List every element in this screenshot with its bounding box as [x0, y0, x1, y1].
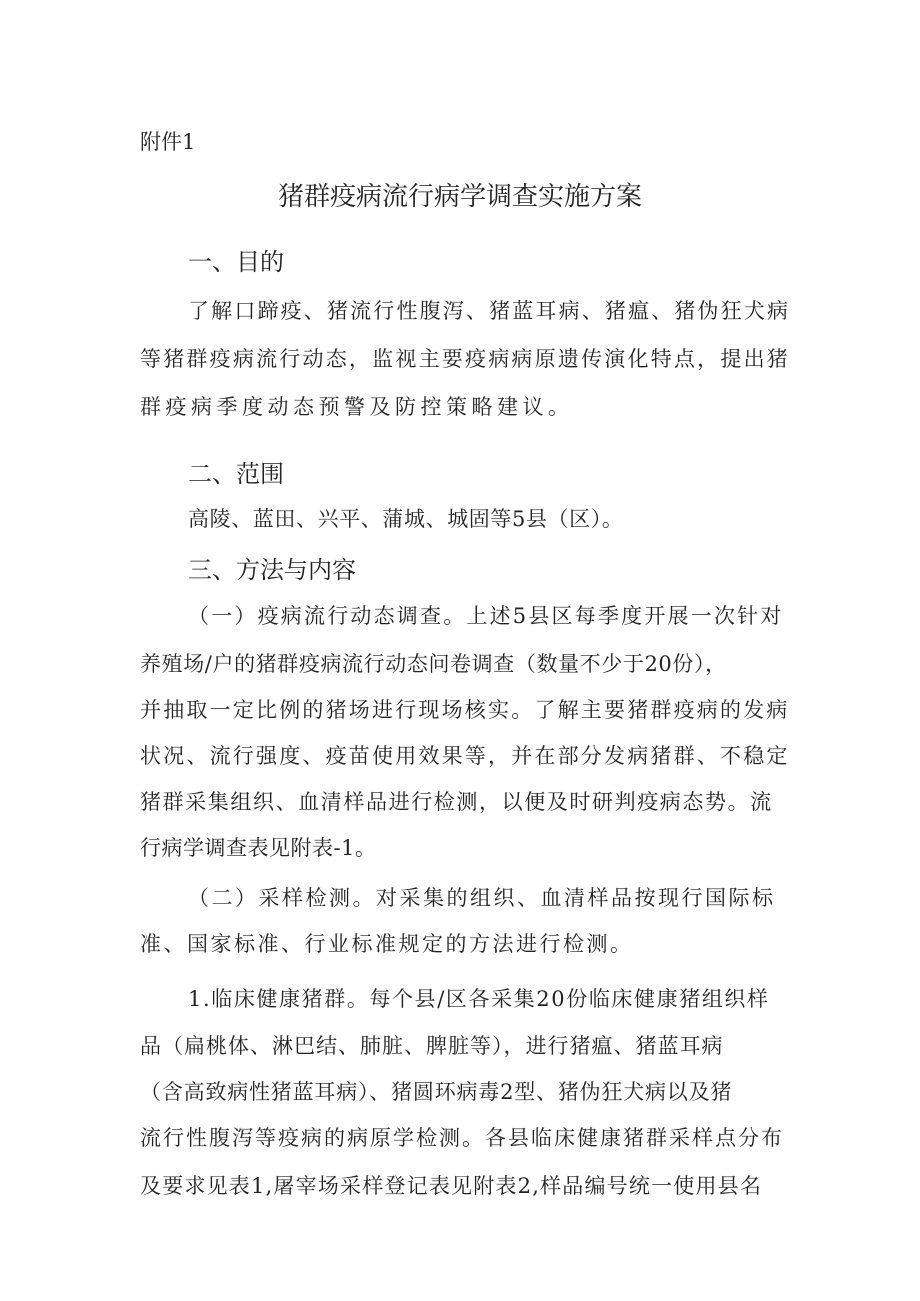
method-para1-line-1: （一）疫病流行动态调查。上述5县区每季度开展一次针对 [188, 604, 784, 628]
method-para2-line-2: 准、国家标准、行业标准规定的方法进行检测。 [140, 932, 634, 956]
document-title: 猪群疫病流行病学调查实施方案 [277, 182, 642, 212]
scope-line-1: 高陵、蓝田、兴平、蒲城、城固等5县（区）。 [188, 507, 624, 531]
section-heading-scope: 二、范围 [188, 460, 284, 488]
section-heading-purpose: 一、目的 [188, 248, 284, 276]
method-para1-line-6: 行病学调查表见附表-1。 [140, 836, 377, 860]
method-para3-line-4: 流行性腹泻等疫病的病原学检测。各县临床健康猪群采样点分布 [140, 1126, 784, 1150]
purpose-line-1: 了解口蹄疫、猪流行性腹泻、猪蓝耳病、猪瘟、猪伪狂犬病 [188, 299, 791, 323]
method-para1-line-2: 养殖场/户的猪群疫病流行动态问卷调查（数量不少于20份）， [140, 652, 727, 676]
purpose-line-3: 群疫病季度动态预警及防控策略建议。 [140, 395, 574, 419]
method-para3-line-3: （含高致病性猪蓝耳病）、猪圆环病毒2型、猪伪狂犬病以及猪 [140, 1080, 733, 1104]
method-para2-line-1: （二）采样检测。对采集的组织、血清样品按现行国际标 [188, 886, 776, 910]
section-heading-method: 三、方法与内容 [188, 556, 356, 584]
method-para1-line-3: 并抽取一定比例的猪场进行现场核实。了解主要猪群疫病的发病 [140, 698, 790, 722]
method-para1-line-4: 状况、流行强度、疫苗使用效果等，并在部分发病猪群、不稳定 [140, 744, 790, 768]
purpose-line-2: 等猪群疫病流行动态，监视主要疫病病原遗传演化特点，提出猪 [140, 347, 790, 371]
method-para1-line-5: 猪群采集组织、血清样品进行检测，以便及时研判疫病态势。流 [140, 790, 773, 814]
method-para3-line-2: 品（扁桃体、淋巴结、肺脏、脾脏等），进行猪瘟、猪蓝耳病 [140, 1034, 724, 1058]
method-para3-line-1: 1.临床健康猪群。每个县/区各采集20份临床健康猪组织样 [188, 987, 770, 1011]
attachment-label: 附件1 [140, 130, 196, 154]
method-para3-line-5: 及要求见表1,屠宰场采样登记表见附表2,样品编号统一使用县名 [140, 1174, 763, 1198]
